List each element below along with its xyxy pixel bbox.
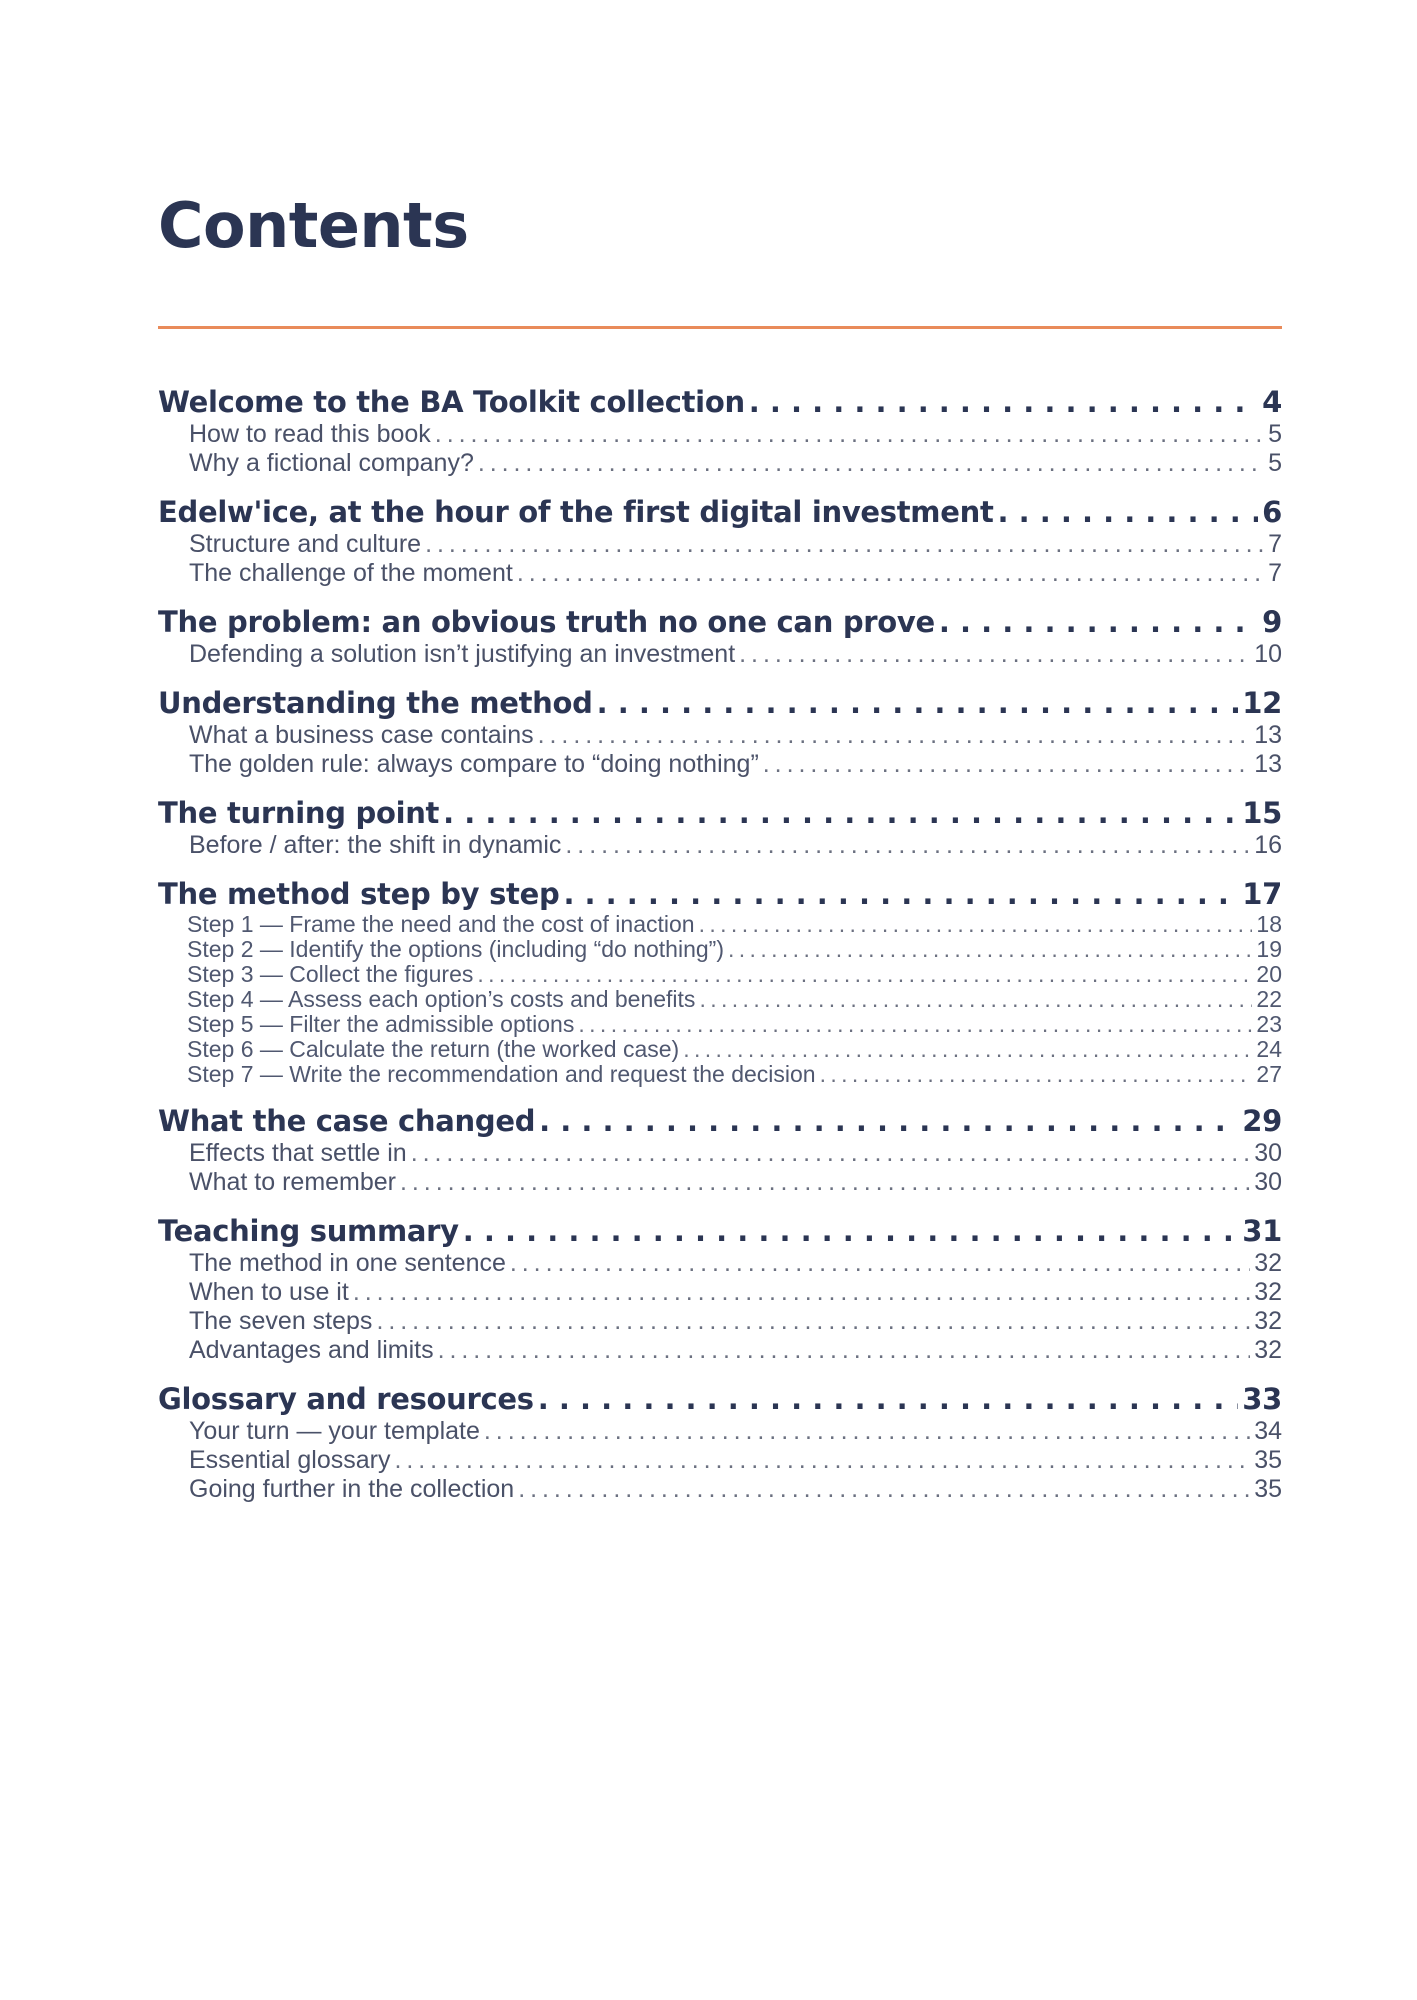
toc-entry[interactable] [158,1307,1282,1336]
entry-title: The seven steps [189,1307,373,1335]
dot-leader [563,876,1238,912]
entry-title: Structure and culture [189,530,422,558]
entry-page: 30 [1254,1168,1282,1196]
toc-entry[interactable] [158,420,1282,449]
step-page: 27 [1256,1061,1282,1087]
toc-entry[interactable] [158,640,1282,669]
entry-page: 32 [1254,1278,1282,1306]
chapter-page: 31 [1242,1214,1282,1248]
step-title: Step 1 — Frame the need and the cost of inaction [187,911,695,937]
step-page: 18 [1256,911,1282,937]
toc-chapter[interactable] [158,604,1282,640]
entry-title: Defending a solution isn’t justifying an investment [189,640,736,668]
toc-chapter[interactable] [158,685,1282,721]
toc-section [158,1381,1282,1504]
chapter-page: 29 [1242,1104,1282,1138]
toc-entry[interactable] [158,1249,1282,1278]
step-page: 22 [1256,986,1282,1012]
dot-leader [394,1446,1250,1475]
dot-leader [353,1278,1250,1307]
toc-chapter[interactable] [158,1213,1282,1249]
table-of-contents [158,384,1282,1520]
dot-leader [998,494,1259,530]
dot-leader [538,1381,1238,1417]
entry-title: Your turn — your template [189,1417,480,1445]
toc-entry[interactable] [158,1336,1282,1365]
entry-title: Going further in the collection [189,1475,515,1503]
entry-title: Essential glossary [189,1446,391,1474]
chapter-title: Understanding the method [158,686,593,720]
dot-leader [699,912,1253,937]
entry-page: 34 [1254,1417,1282,1445]
toc-step[interactable] [158,1037,1282,1062]
chapter-title: Welcome to the BA Toolkit collection [158,385,745,419]
chapter-title: Teaching summary [158,1214,459,1248]
toc-chapter[interactable] [158,494,1282,530]
step-page: 23 [1256,1011,1282,1037]
step-title: Step 2 — Identify the options (including “do nothing”) [187,936,724,962]
toc-entry[interactable] [158,530,1282,559]
entry-title: What to remember [189,1168,397,1196]
toc-section [158,1213,1282,1365]
step-title: Step 7 — Write the recommendation and request the decision [187,1061,816,1087]
toc-entry[interactable] [158,831,1282,860]
entry-page: 16 [1254,831,1282,859]
dot-leader [749,384,1258,420]
toc-step[interactable] [158,912,1282,937]
step-page: 19 [1256,936,1282,962]
dot-leader [539,1103,1238,1139]
dot-leader [820,1062,1253,1087]
toc-step[interactable] [158,1012,1282,1037]
page-title: Contents [158,189,469,262]
title-divider [158,326,1282,329]
entry-page: 5 [1268,449,1282,477]
chapter-page: 12 [1242,686,1282,720]
step-page: 24 [1256,1036,1282,1062]
toc-section [158,795,1282,860]
dot-leader [400,1168,1250,1197]
chapter-title: Glossary and resources [158,1382,534,1416]
toc-entry[interactable] [158,449,1282,478]
toc-chapter[interactable] [158,795,1282,831]
toc-section [158,384,1282,478]
entry-title: The method in one sentence [189,1249,506,1277]
toc-step[interactable] [158,1062,1282,1087]
entry-title: Before / after: the shift in dynamic [189,831,562,859]
entry-page: 32 [1254,1249,1282,1277]
step-title: Step 5 — Filter the admissible options [187,1011,575,1037]
entry-title: What a business case contains [189,721,534,749]
toc-entry[interactable] [158,1168,1282,1197]
toc-entry[interactable] [158,1446,1282,1475]
toc-section [158,604,1282,669]
dot-leader [538,721,1251,750]
chapter-title: The problem: an obvious truth no one can prove [158,605,935,639]
chapter-page: 17 [1242,877,1282,911]
toc-entry[interactable] [158,750,1282,779]
dot-leader [739,640,1250,669]
entry-page: 13 [1254,721,1282,749]
dot-leader [376,1307,1250,1336]
toc-chapter[interactable] [158,1103,1282,1139]
chapter-page: 6 [1262,495,1282,529]
dot-leader [728,937,1252,962]
entry-title: The challenge of the moment [189,559,513,587]
chapter-title: What the case changed [158,1104,536,1138]
step-title: Step 6 — Calculate the return (the worked case) [187,1036,680,1062]
toc-entry[interactable] [158,1475,1282,1504]
step-title: Step 3 — Collect the figures [187,961,474,987]
dot-leader [939,604,1258,640]
entry-title: Effects that settle in [189,1139,407,1167]
entry-title: How to read this book [189,420,431,448]
entry-page: 35 [1254,1446,1282,1474]
entry-page: 7 [1268,559,1282,587]
chapter-page: 15 [1242,796,1282,830]
entry-page: 5 [1268,420,1282,448]
toc-chapter[interactable] [158,876,1282,912]
dot-leader [478,449,1264,478]
entry-page: 10 [1254,640,1282,668]
toc-step[interactable] [158,962,1282,987]
chapter-page: 9 [1262,605,1282,639]
dot-leader [411,1139,1250,1168]
dot-leader [683,1037,1252,1062]
entry-page: 30 [1254,1139,1282,1167]
step-title: Step 4 — Assess each option’s costs and benefits [187,986,696,1012]
entry-page: 13 [1254,750,1282,778]
entry-title: The golden rule: always compare to “doing nothing” [189,750,759,778]
toc-step[interactable] [158,987,1282,1012]
entry-title: Why a fictional company? [189,449,474,477]
entry-title: Advantages and limits [189,1336,434,1364]
chapter-title: Edelw'ice, at the hour of the first digital investment [158,495,994,529]
toc-entry[interactable] [158,1417,1282,1446]
dot-leader [463,1213,1238,1249]
toc-entry[interactable] [158,559,1282,588]
toc-section [158,1103,1282,1197]
entry-page: 32 [1254,1307,1282,1335]
dot-leader [597,685,1239,721]
toc-section [158,876,1282,1087]
dot-leader [510,1249,1250,1278]
dot-leader [565,831,1250,860]
entry-page: 35 [1254,1475,1282,1503]
entry-page: 7 [1268,530,1282,558]
chapter-title: The turning point [158,796,440,830]
dot-leader [578,1012,1252,1037]
chapter-page: 33 [1242,1382,1282,1416]
toc-chapter[interactable] [158,384,1282,420]
toc-section [158,494,1282,588]
chapter-page: 4 [1262,385,1282,419]
entry-title: When to use it [189,1278,349,1306]
dot-leader [763,750,1250,779]
dot-leader [435,420,1264,449]
step-page: 20 [1256,961,1282,987]
toc-entry[interactable] [158,1139,1282,1168]
toc-chapter[interactable] [158,1381,1282,1417]
chapter-title: The method step by step [158,877,560,911]
dot-leader [425,530,1264,559]
dot-leader [438,1336,1251,1365]
dot-leader [518,1475,1250,1504]
toc-entry[interactable] [158,1278,1282,1307]
toc-section [158,685,1282,779]
entry-page: 32 [1254,1336,1282,1364]
dot-leader [517,559,1264,588]
dot-leader [699,987,1252,1012]
toc-entry[interactable] [158,721,1282,750]
dot-leader [484,1417,1250,1446]
dot-leader [443,795,1238,831]
toc-step[interactable] [158,937,1282,962]
dot-leader [477,962,1252,987]
